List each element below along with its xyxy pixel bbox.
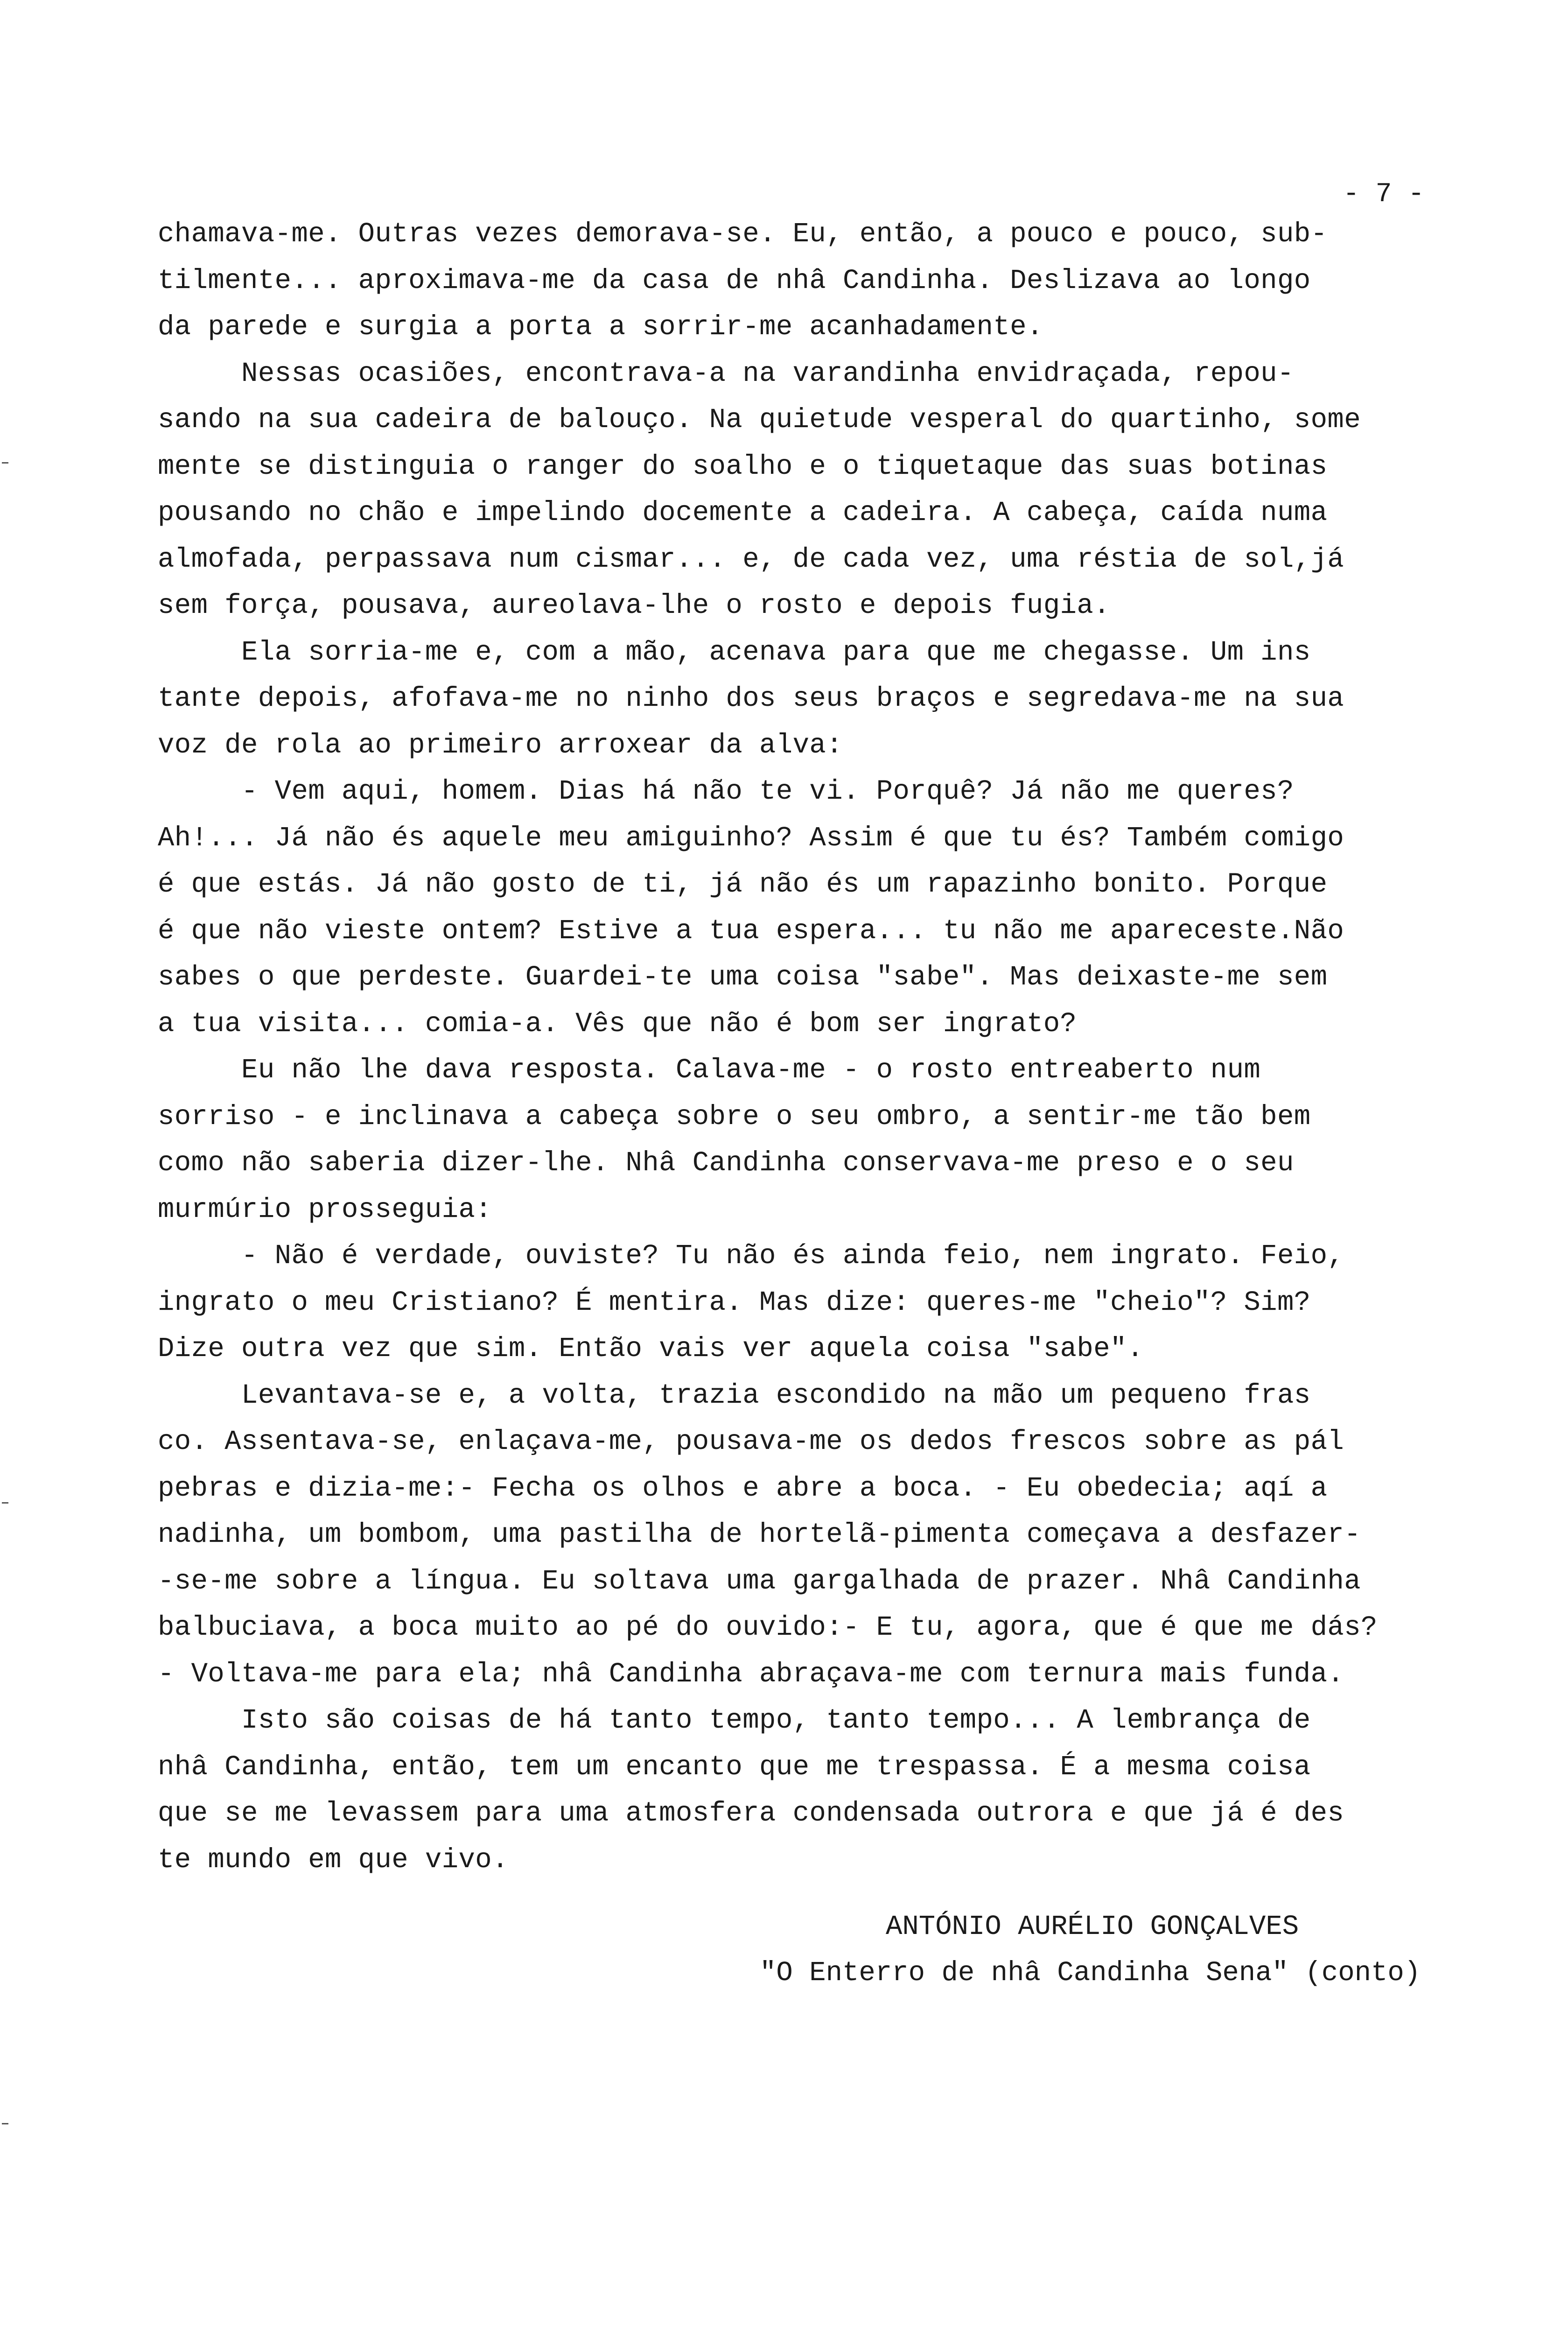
text-line: balbuciava, a boca muito ao pé do ouvido:- E tu, agora, que é que me dás? <box>158 1612 1378 1643</box>
text-line: - Vem aqui, homem. Dias há não te vi. Porquê? Já não me queres? <box>158 776 1294 807</box>
text-line: Isto são coisas de há tanto tempo, tanto tempo... A lembrança de <box>158 1705 1311 1736</box>
text-line: é que estás. Já não gosto de ti, já não és um rapazinho bonito. Porque <box>158 869 1328 900</box>
text-line: a tua visita... comia-a. Vês que não é bom ser ingrato? <box>158 1008 1077 1040</box>
text-line: Levantava-se e, a volta, trazia escondido na mão um pequeno fras <box>158 1379 1311 1411</box>
attribution <box>760 1904 1553 1996</box>
margin-mark <box>2 1502 8 1504</box>
author-name: ANTÓNIO AURÉLIO GONÇALVES <box>886 1911 1299 1942</box>
text-line: te mundo em que vivo. <box>158 1844 509 1876</box>
text-line: voz de rola ao primeiro arroxear da alva: <box>158 729 843 761</box>
text-line: é que não vieste ontem? Estive a tua espera... tu não me apareceste.Não <box>158 915 1344 947</box>
text-line: tilmente... aproximava-me da casa de nhâ Candinha. Deslizava ao longo <box>158 265 1311 296</box>
text-line: murmúrio prosseguia: <box>158 1194 492 1225</box>
text-line: sorriso - e inclinava a cabeça sobre o seu ombro, a sentir-me tão bem <box>158 1101 1311 1132</box>
text-line: Dize outra vez que sim. Então vais ver aquela coisa "sabe". <box>158 1333 1144 1364</box>
text-line: chamava-me. Outras vezes demorava-se. Eu, então, a pouco e pouco, sub- <box>158 218 1328 250</box>
text-line: ingrato o meu Cristiano? É mentira. Mas dize: queres-me "cheio"? Sim? <box>158 1287 1311 1318</box>
text-line: Ela sorria-me e, com a mão, acenava para que me chegasse. Um ins <box>158 636 1311 668</box>
text-line: mente se distinguia o ranger do soalho e o tiquetaque das suas botinas <box>158 450 1328 482</box>
text-line: co. Assentava-se, enlaçava-me, pousava-me os dedos frescos sobre as pál <box>158 1426 1344 1457</box>
text-line: que se me levassem para uma atmosfera condensada outrora e que já é des <box>158 1798 1344 1829</box>
margin-mark <box>2 2123 8 2124</box>
text-line: - Voltava-me para ela; nhâ Candinha abraçava-me com ternura mais funda. <box>158 1658 1344 1690</box>
text-line: almofada, perpassava num cismar... e, de cada vez, uma réstia de sol,já <box>158 543 1344 575</box>
story-text <box>158 211 1539 1883</box>
margin-mark <box>2 462 8 464</box>
text-line: tante depois, afofava-me no ninho dos seus braços e segredava-me na sua <box>158 683 1344 714</box>
text-line: sando na sua cadeira de balouço. Na quietude vesperal do quartinho, some <box>158 404 1361 436</box>
text-line: pebras e dizia-me:- Fecha os olhos e abre a boca. - Eu obedecia; aqí a <box>158 1472 1328 1504</box>
text-line: - Não é verdade, ouviste? Tu não és ainda feio, nem ingrato. Feio, <box>158 1240 1344 1272</box>
text-line: sabes o que perdeste. Guardei-te uma coisa "sabe". Mas deixaste-me sem <box>158 962 1328 993</box>
text-line: Ah!... Já não és aquele meu amiguinho? Assim é que tu és? Também comigo <box>158 822 1344 854</box>
text-line: da parede e surgia a porta a sorrir-me acanhadamente. <box>158 311 1043 343</box>
text-line: Eu não lhe dava resposta. Calava-me - o rosto entreaberto num <box>158 1055 1261 1086</box>
text-line: -se-me sobre a língua. Eu soltava uma gargalhada de prazer. Nhâ Candinha <box>158 1565 1361 1597</box>
text-line: como não saberia dizer-lhe. Nhâ Candinha conservava-me preso e o seu <box>158 1147 1294 1179</box>
source-title: "O Enterro de nhâ Candinha Sena" (conto) <box>760 1957 1421 1989</box>
text-line: Nessas ocasiões, encontrava-a na varandinha envidraçada, repou- <box>158 358 1294 389</box>
text-line: nhâ Candinha, então, tem um encanto que me trespassa. É a mesma coisa <box>158 1751 1311 1783</box>
text-line: nadinha, um bombom, uma pastilha de hortelã-pimenta começava a desfazer- <box>158 1519 1361 1550</box>
text-line: pousando no chão e impelindo docemente a cadeira. A cabeça, caída numa <box>158 497 1328 528</box>
text-line: sem força, pousava, aureolava-lhe o rosto e depois fugia. <box>158 590 1110 621</box>
page-number: - 7 - <box>1343 179 1425 210</box>
